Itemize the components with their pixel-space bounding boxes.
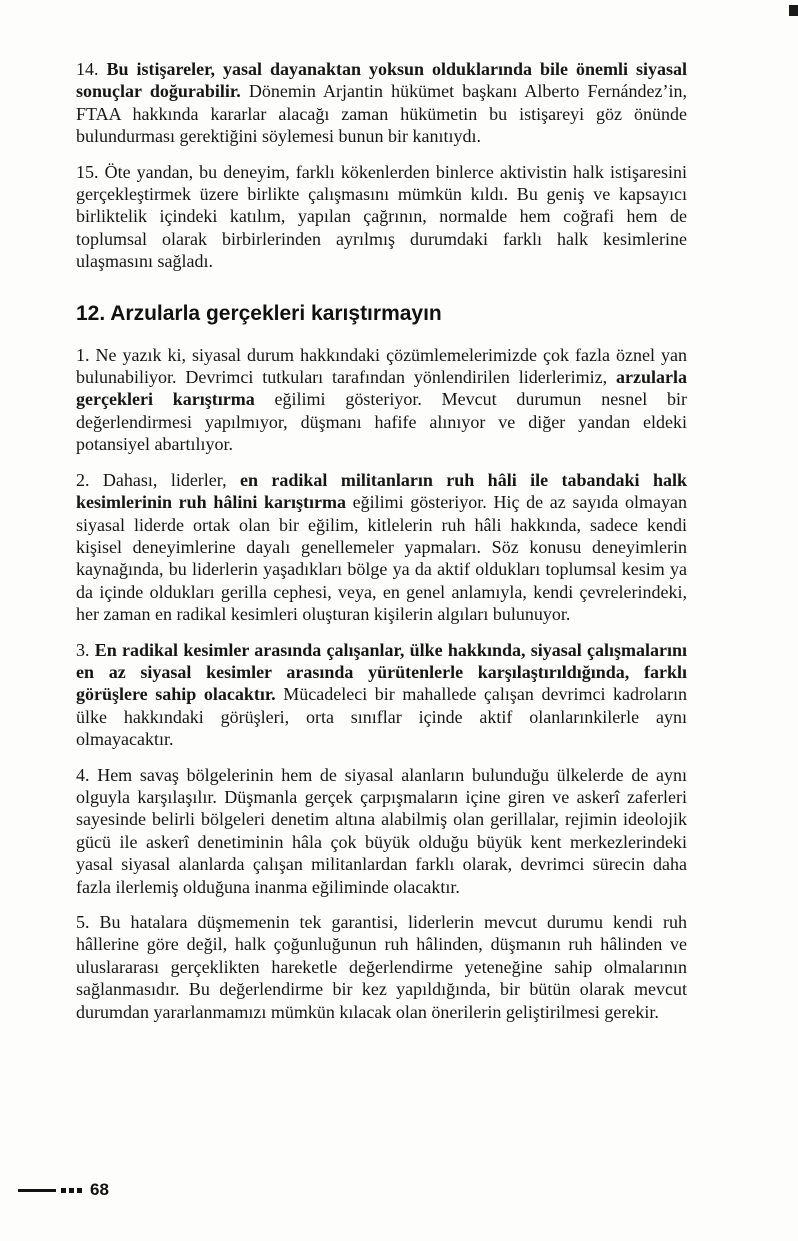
body-text: 1. Ne yazık ki, siyasal durum hakkındaki çözümlemelerimizde çok fazla öznel yan bulunabiliyor. Devrimci tutkuları tarafından yönlendirilen liderlerimiz,: [76, 344, 687, 388]
paragraph: [76, 161, 687, 273]
page-footer: [18, 1180, 109, 1200]
bold-text: En radikal kesimler arasında çalışanlar, ülke hakkında, siyasal çalışmalarını en az siyasal kesimler arasında yürütenlerle karşılaştırıldığında, farklı görüşlere sahip olacaktır.: [76, 639, 687, 705]
section-heading: 12. Arzularla gerçekleri karıştırmayın: [76, 301, 442, 325]
body-text: 5. Bu hatalara düşmemenin tek garantisi, liderlerin mevcut durumu kendi ruh hâllerine göre değil, halk çoğunluğunun ruh hâlinden, düşmanın ruh hâlinden ve uluslararası gerçeklikten hareketle değerlendirme yeteneğine sahip olmalarının sağlanmasıdır. Bu değerlendirme bir kez yapıldığında, bir bütün olarak mevcut durumdan yararlanmamızı mümkün kılacak olan önerilerin geliştirilmesi gerekir.: [76, 912, 687, 1022]
paragraph: [76, 469, 687, 626]
page-edge-mark: [789, 5, 798, 16]
body-text: 14.: [76, 59, 107, 79]
body-text: 15. Öte yandan, bu deneyim, farklı kökenlerden binlerce aktivistin halk istişaresini gerçekleştirmek üzere birlikte çalışmasını mümkün kıldı. Bu geniş ve kapsayıcı birliktelik içindeki katılım, yapılan çağrının, normalde hem coğrafi hem de toplumsal olarak birbirlerinden ayrılmış durumdaki farklı halk kesimlerine ulaşmasını sağladı.: [76, 161, 687, 272]
body-text: 4. Hem savaş bölgelerinin hem de siyasal alanların bulunduğu ülkelerde de aynı olguyla karşılaşılır. Düşmanla gerçek çarpışmaların içine giren ve askerî zaferleri sayesinde belirli bölgeleri denetim altına alabilmiş olan gerillalar, rejimin ideolojik gücü ile askerî denetiminin hâla çok büyük olduğu büyük kent merkezlerindeki yasal siyasal alanlarda çalışan militanlardan farklı olarak, devrimci sürecin daha fazla ilerlemiş olduğuna inanma eğiliminde olacaktır.: [76, 764, 687, 897]
body-text: eğilimi gösteriyor. Hiç de az sayıda olmayan siyasal liderde ortak olan bir eğilim, kitlelerin ruh hâli hakkında, sadece kendi kişisel deneyimlerine dayalı genellemeler yapmaları. Söz konusu deneyimlerin kaynağında, bu liderlerin yaşadıkları bölge ya da aktif oldukları toplumsal kesim ya da içinde oldukları gerilla cephesi, veya, en genel anlamıyla, kendi çevrelerindeki, her zaman en radikal kesimleri oluşturan kişilerin algıları bulunuyor.: [76, 492, 687, 625]
paragraph: [76, 911, 687, 1023]
bold-text: Bu istişareler, yasal dayanaktan yoksun olduklarında bile önemli siyasal sonuçlar doğurabilir.: [76, 59, 687, 102]
body-text: 2. Dahası, liderler,: [76, 469, 240, 490]
paragraph: [76, 639, 687, 751]
body-text: Dönemin Arjantin hükümet başkanı Alberto Fernández’in, FTAA hakkında kararlar alacağı zaman hükümetin bu istişareyi göz önünde bulundurması gerektiğini söylemesi bunun bir kanıtıydı.: [76, 81, 688, 147]
bold-text: en radikal militanların ruh hâli ile tabandaki halk kesimlerinin ruh hâlini karıştırma: [76, 469, 687, 513]
bold-text: arzularla gerçekleri karıştırma: [76, 367, 687, 410]
footer-dots-icon: [61, 1188, 82, 1193]
text-content: [76, 58, 687, 1036]
body-text: eğilimi gösteriyor. Mevcut durumun nesnel bir değerlendirmesi yapılmıyor, düşmanı hafife alınıyor ve diğer yandan eldeki potansiyel abartılıyor.: [76, 389, 687, 455]
body-text: Mücadeleci bir mahallede çalışan devrimci kadroların ülke hakkındaki görüşleri, orta sınıflar içinde aktif olanlarınkilerle aynı olmayacaktır.: [76, 684, 688, 750]
paragraph: [76, 58, 687, 148]
body-text: 3.: [76, 639, 95, 660]
paragraph: [76, 344, 687, 456]
page-number: 68: [90, 1180, 109, 1199]
paragraph: [76, 764, 687, 898]
footer-rule-icon: [18, 1189, 56, 1192]
